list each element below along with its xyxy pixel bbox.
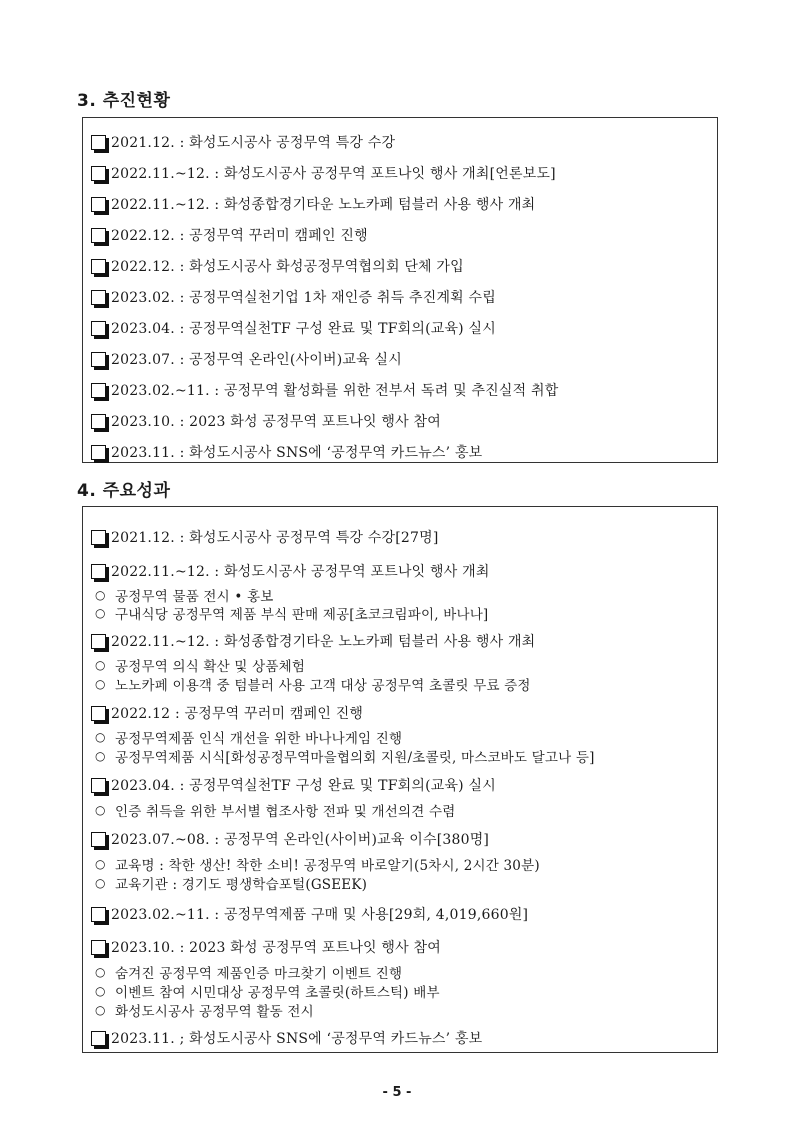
- sub-item: [95, 981, 711, 1001]
- sub-item-text: 교육기관 : 경기도 평생학습포털(GSEEK): [115, 877, 368, 893]
- item-text: 2022.12. : 화성도시공사 화성공정무역협의회 단체 가입: [111, 259, 464, 275]
- sub-item: [95, 603, 711, 623]
- checklist-item: [91, 318, 711, 338]
- sub-item-text: 노노카페 이용객 중 텀블러 사용 고객 대상 공정무역 초콜릿 무료 증정: [115, 678, 531, 694]
- checklist-item: [91, 561, 711, 581]
- checklist-item: [91, 163, 711, 183]
- checklist-item: [91, 256, 711, 276]
- item-text: 2022.11.~12. : 화성종합경기타운 노노카페 텀블러 사용 행사 개최: [111, 634, 536, 650]
- checklist-item: [91, 829, 711, 849]
- checklist-item: [91, 225, 711, 245]
- checklist-item: [91, 703, 711, 723]
- sub-item: [95, 746, 711, 766]
- sub-item: [95, 674, 711, 694]
- sub-item: [95, 655, 711, 675]
- checklist-item: [91, 411, 711, 431]
- circle-bullet-icon: ○: [95, 803, 106, 817]
- sub-item-text: 교육명 : 착한 생산! 착한 소비! 공정무역 바로알기(5차시, 2시간 30분): [115, 858, 540, 874]
- sub-item-text: 인증 취득을 위한 부서별 협조사항 전파 및 개선의견 수렴: [115, 804, 456, 820]
- circle-bullet-icon: ○: [95, 876, 106, 890]
- checklist-item: [91, 1028, 711, 1048]
- checkbox-icon: [91, 228, 106, 243]
- checklist-item: [91, 349, 711, 369]
- checkbox-icon: [91, 1031, 106, 1046]
- checkbox-icon: [91, 530, 106, 545]
- checklist-item: [91, 194, 711, 214]
- checkbox-icon: [91, 706, 106, 721]
- page-number: - 5 -: [382, 1085, 412, 1100]
- sub-item: [95, 727, 711, 747]
- item-text: 2022.12. : 공정무역 꾸러미 캠페인 진행: [111, 228, 368, 244]
- section-3-heading: 3. 추진현황: [77, 91, 171, 111]
- item-text: 2023.02.~11. : 공정무역제품 구매 및 사용[29회, 4,019,660원]: [111, 907, 529, 923]
- checkbox-icon: [91, 564, 106, 579]
- checkbox-icon: [91, 383, 106, 398]
- checkbox-icon: [91, 352, 106, 367]
- sub-item-text: 구내식당 공정무역 제품 부식 판매 제공[초코크림파이, 바나나]: [115, 607, 489, 623]
- item-text: 2023.02. : 공정무역실천기업 1차 재인증 취득 추진계획 수립: [111, 290, 496, 306]
- circle-bullet-icon: ○: [95, 1003, 106, 1017]
- sub-item-text: 이벤트 참여 시민대상 공정무역 초콜릿(하트스틱) 배부: [115, 985, 440, 1001]
- section-3-box: [82, 117, 718, 463]
- item-text: 2022.11.~12. : 화성종합경기타운 노노카페 텀블러 사용 행사 개최: [111, 197, 536, 213]
- circle-bullet-icon: ○: [95, 588, 106, 602]
- checklist-item: [91, 287, 711, 307]
- item-text: 2023.04. : 공정무역실천TF 구성 완료 및 TF회의(교육) 실시: [111, 778, 496, 794]
- checklist-item: [91, 442, 711, 462]
- item-text: 2022.11.~12. : 화성도시공사 공정무역 포트나잇 행사 개최: [111, 564, 490, 580]
- item-text: 2023.10. : 2023 화성 공정무역 포트나잇 행사 참여: [111, 940, 441, 956]
- section-4-box: [82, 506, 718, 1053]
- item-text: 2023.11. : 화성도시공사 SNS에 ‘공정무역 카드뉴스’ 홍보: [111, 445, 483, 461]
- circle-bullet-icon: ○: [95, 677, 106, 691]
- circle-bullet-icon: ○: [95, 984, 106, 998]
- sub-item: [95, 800, 711, 820]
- item-text: 2023.04. : 공정무역실천TF 구성 완료 및 TF회의(교육) 실시: [111, 321, 496, 337]
- checklist-item: [91, 937, 711, 957]
- circle-bullet-icon: ○: [95, 965, 106, 979]
- sub-item-text: 공정무역 의식 확산 및 상품체험: [115, 659, 306, 675]
- checkbox-icon: [91, 197, 106, 212]
- checkbox-icon: [91, 940, 106, 955]
- checkbox-icon: [91, 414, 106, 429]
- checkbox-icon: [91, 135, 106, 150]
- checkbox-icon: [91, 166, 106, 181]
- sub-item-text: 공정무역 물품 전시 • 홍보: [115, 589, 274, 605]
- checklist-item: [91, 380, 711, 400]
- checkbox-icon: [91, 778, 106, 793]
- sub-item-text: 공정무역제품 인식 개선을 위한 바나나게임 진행: [115, 731, 403, 747]
- circle-bullet-icon: ○: [95, 658, 106, 672]
- checklist-item: [91, 904, 711, 924]
- item-text: 2023.02.~11. : 공정무역 활성화를 위한 전부서 독려 및 추진실적 취합: [111, 383, 559, 399]
- checklist-item: [91, 631, 711, 651]
- checklist-item: [91, 527, 711, 547]
- sub-item-text: 화성도시공사 공정무역 활동 전시: [115, 1004, 314, 1020]
- item-text: 2022.12 : 공정무역 꾸러미 캠페인 진행: [111, 706, 364, 722]
- section-4-heading: 4. 주요성과: [77, 481, 171, 501]
- item-text: 2023.10. : 2023 화성 공정무역 포트나잇 행사 참여: [111, 414, 441, 430]
- sub-item-text: 숨겨진 공정무역 제품인증 마크찾기 이벤트 진행: [115, 966, 403, 982]
- circle-bullet-icon: ○: [95, 606, 106, 620]
- item-text: 2023.07.~08. : 공정무역 온라인(사이버)교육 이수[380명]: [111, 832, 490, 848]
- sub-item-text: 공정무역제품 시식[화성공정무역마을협의회 지원/초콜릿, 마스코바도 달고나 등]: [115, 750, 595, 766]
- sub-item: [95, 585, 711, 605]
- sub-item: [95, 962, 711, 982]
- item-text: 2023.07. : 공정무역 온라인(사이버)교육 실시: [111, 352, 402, 368]
- checkbox-icon: [91, 321, 106, 336]
- circle-bullet-icon: ○: [95, 749, 106, 763]
- checklist-item: [91, 132, 711, 152]
- sub-item: [95, 854, 711, 874]
- item-text: 2022.11.~12. : 화성도시공사 공정무역 포트나잇 행사 개최[언론보도]: [111, 166, 556, 182]
- item-text: 2023.11. ; 화성도시공사 SNS에 ‘공정무역 카드뉴스’ 홍보: [111, 1031, 483, 1047]
- item-text: 2021.12. : 화성도시공사 공정무역 특강 수강: [111, 135, 396, 151]
- checkbox-icon: [91, 907, 106, 922]
- checkbox-icon: [91, 634, 106, 649]
- circle-bullet-icon: ○: [95, 730, 106, 744]
- checklist-item: [91, 775, 711, 795]
- checkbox-icon: [91, 445, 106, 460]
- sub-item: [95, 1000, 711, 1020]
- circle-bullet-icon: ○: [95, 857, 106, 871]
- checkbox-icon: [91, 290, 106, 305]
- checkbox-icon: [91, 832, 106, 847]
- item-text: 2021.12. : 화성도시공사 공정무역 특강 수강[27명]: [111, 530, 439, 546]
- sub-item: [95, 873, 711, 893]
- checkbox-icon: [91, 259, 106, 274]
